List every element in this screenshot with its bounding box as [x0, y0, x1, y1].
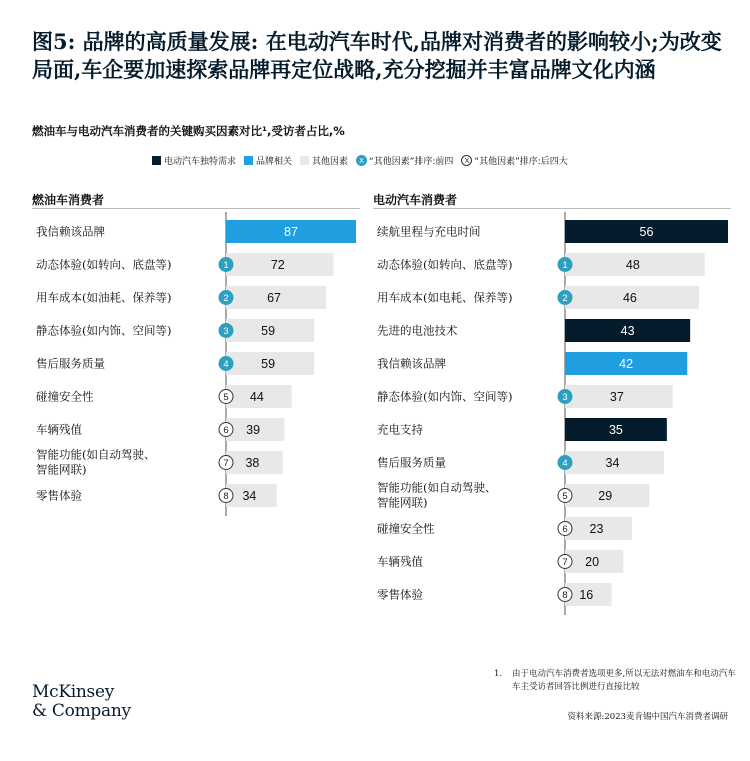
- category-label: 智能功能(如自动驾驶、: [36, 447, 156, 462]
- rank-number: 2: [562, 293, 568, 304]
- category-label: 智能功能(如自动驾驶、: [377, 480, 497, 495]
- category-label: 智能网联): [377, 495, 428, 510]
- data-label: 87: [284, 225, 298, 239]
- category-label: 车辆残值: [36, 422, 82, 437]
- category-label: 零售体验: [36, 488, 82, 503]
- data-label: 42: [619, 357, 634, 371]
- data-label: 46: [622, 291, 637, 305]
- source-note: 资料来源:2023麦肯锡中国汽车消费者调研: [567, 712, 728, 722]
- data-label: 29: [598, 489, 613, 503]
- logo-line-2: & Company: [32, 701, 131, 721]
- category-label: 我信赖该品牌: [36, 224, 105, 239]
- rank-number: 6: [562, 524, 568, 535]
- rank-number: 1: [562, 260, 568, 271]
- logo-line-1: McKinsey: [32, 682, 115, 702]
- category-label: 静态体验(如内饰、空间等): [377, 389, 513, 404]
- data-label: 39: [246, 423, 261, 437]
- data-label: 48: [625, 258, 640, 272]
- data-label: 34: [605, 456, 620, 470]
- rank-number: 6: [223, 425, 229, 436]
- category-label: 用车成本(如油耗、保养等): [36, 290, 172, 305]
- data-label: 44: [249, 390, 264, 404]
- category-label: 充电支持: [377, 422, 423, 437]
- rank-number: 3: [562, 392, 568, 403]
- category-label: 售后服务质量: [36, 356, 105, 371]
- chart-subtitle: 燃油车与电动汽车消费者的关键购买因素对比¹,受访者占比,%: [32, 124, 345, 138]
- data-label: 20: [585, 555, 600, 569]
- panel-title-ev: 电动汽车消费者: [373, 193, 458, 207]
- legend-top4-label: “其他因素”排序:前四: [369, 157, 454, 167]
- rank-number: 3: [223, 326, 229, 337]
- category-label: 动态体验(如转向、底盘等): [377, 257, 513, 272]
- rank-number: 4: [562, 458, 568, 469]
- rank-number: 5: [562, 491, 568, 502]
- rank-number: 2: [223, 293, 229, 304]
- category-label: 碰撞安全性: [377, 521, 435, 536]
- data-label: 72: [270, 258, 285, 272]
- rank-number: 7: [562, 557, 568, 568]
- footnote: [494, 668, 739, 694]
- chart-title: 图5: 品牌的高质量发展: 在电动汽车时代,品牌对消费者的影响较小;为改变局面,车企要加速探索品牌再定位战略,充分挖掘并丰富品牌文化内涵: [32, 29, 722, 82]
- category-label: 续航里程与充电时间: [377, 224, 481, 239]
- category-label: 用车成本(如电耗、保养等): [377, 290, 513, 305]
- footnote-number: 1.: [494, 669, 503, 679]
- rank-outline-icon: X: [461, 155, 472, 166]
- category-label: 售后服务质量: [377, 455, 446, 470]
- data-label: 43: [620, 324, 635, 338]
- rank-number: 4: [223, 359, 229, 370]
- rank-number: 7: [223, 458, 229, 469]
- category-label: 静态体验(如内饰、空间等): [36, 323, 172, 338]
- category-label: 动态体验(如转向、底盘等): [36, 257, 172, 272]
- data-label: 38: [245, 456, 260, 470]
- category-label: 车辆残值: [377, 554, 423, 569]
- legend-other-label: 其他因素: [312, 157, 349, 167]
- category-label: 碰撞安全性: [36, 389, 94, 404]
- category-label: 先进的电池技术: [377, 323, 458, 338]
- mckinsey-logo: [32, 683, 131, 721]
- category-label: 我信赖该品牌: [377, 356, 446, 371]
- panel-title-ice: 燃油车消费者: [32, 193, 105, 207]
- footnote-text: 由于电动汽车消费者选项更多,所以无法对燃油车和电动汽车车主受访者回答比例进行直接比较: [512, 669, 736, 692]
- legend-bottom4-label: “其他因素”排序:后四大: [474, 157, 568, 167]
- data-label: 34: [242, 489, 257, 503]
- data-label: 35: [608, 423, 623, 437]
- category-label: 智能网联): [36, 462, 87, 477]
- rank-number: 1: [223, 260, 229, 271]
- rank-number: 5: [223, 392, 229, 403]
- rank-filled-icon: X: [356, 155, 367, 166]
- rank-number: 8: [562, 590, 568, 601]
- data-label: 59: [261, 357, 276, 371]
- legend-ev-label: 电动汽车独特需求: [164, 157, 237, 167]
- category-label: 零售体验: [377, 587, 423, 602]
- rank-number: 8: [223, 491, 229, 502]
- data-label: 37: [609, 390, 624, 404]
- data-label: 67: [267, 291, 282, 305]
- data-label: 56: [639, 225, 654, 239]
- data-label: 16: [579, 588, 594, 602]
- legend-brand-label: 品牌相关: [256, 157, 293, 167]
- data-label: 59: [261, 324, 276, 338]
- data-label: 23: [589, 522, 604, 536]
